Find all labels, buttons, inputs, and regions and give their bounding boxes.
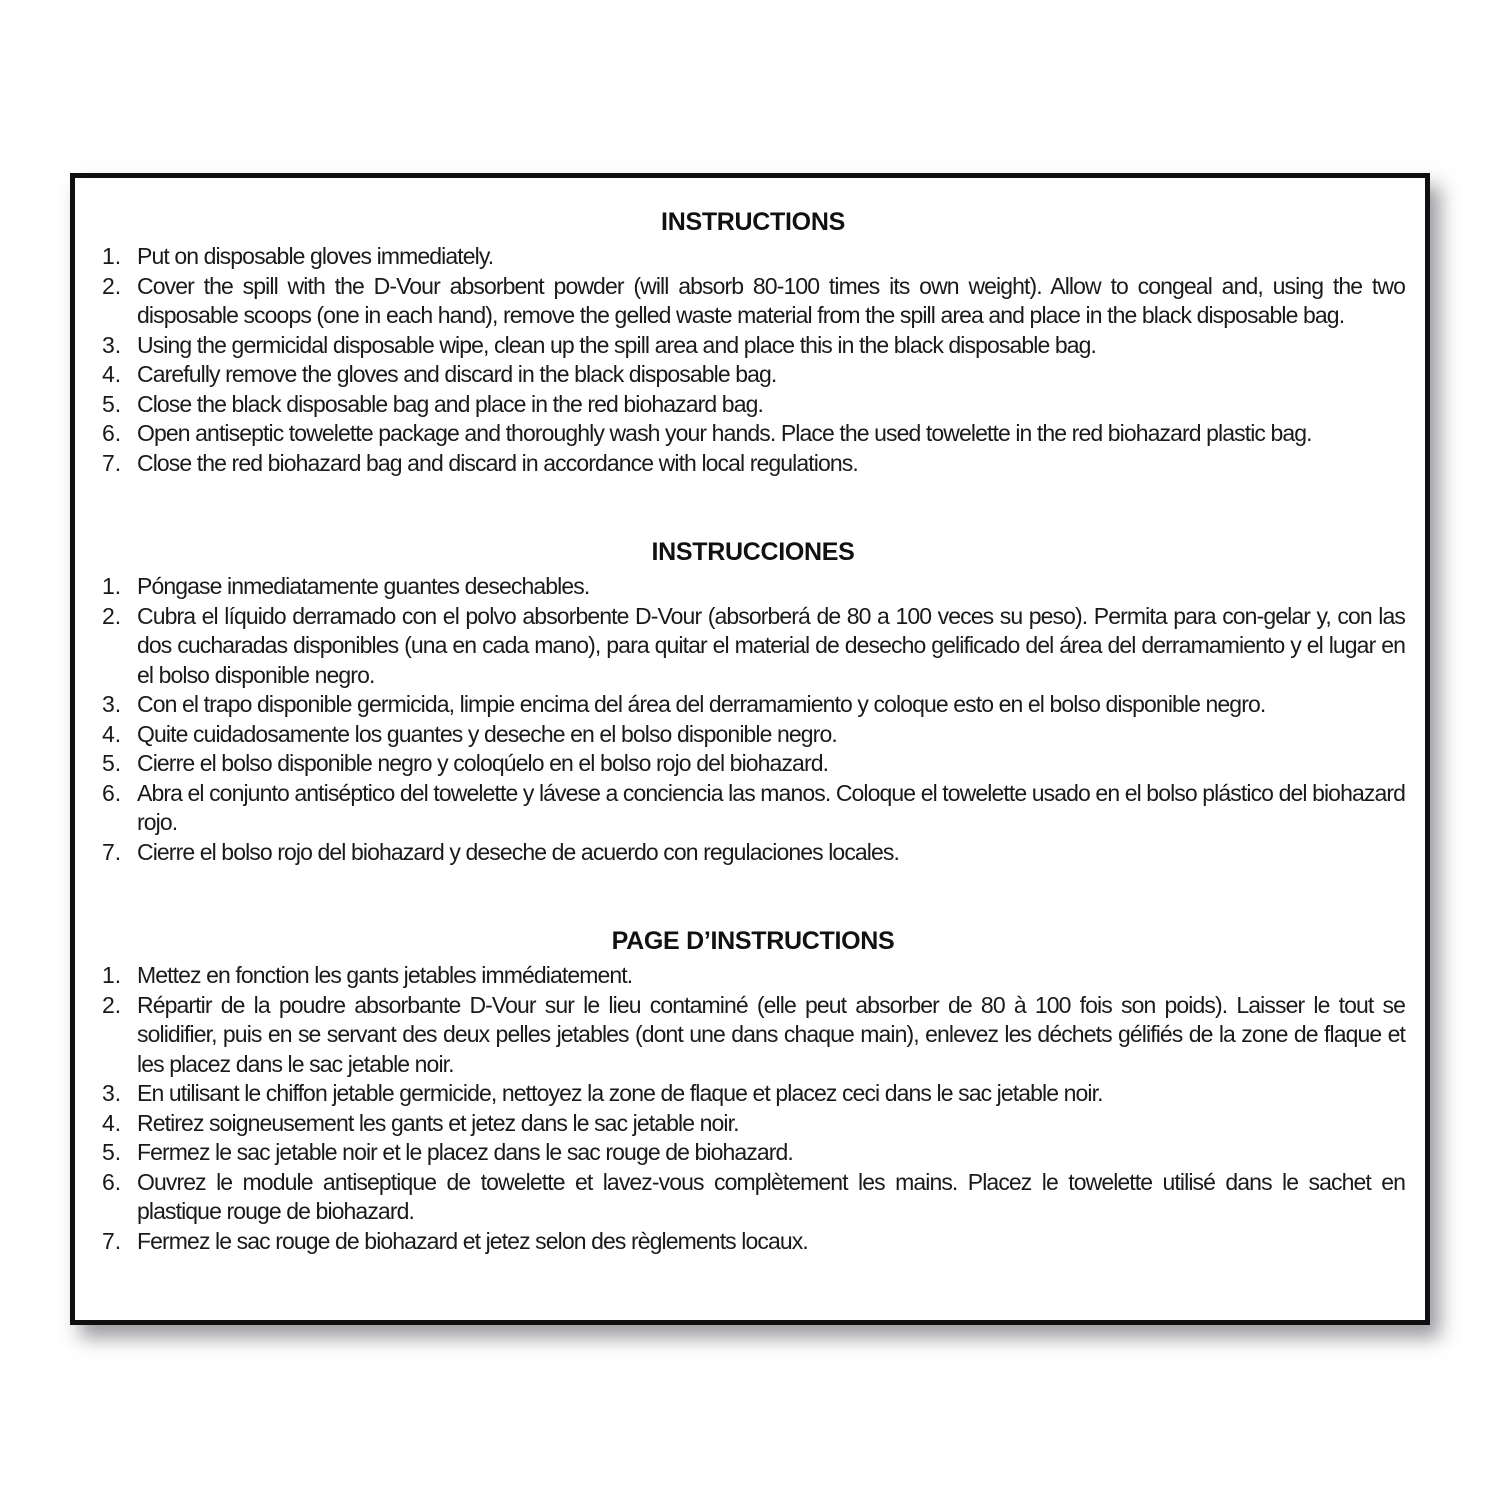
section-spanish — [101, 538, 1405, 867]
item-number: 3. — [102, 331, 122, 358]
instruction-item — [101, 690, 1405, 720]
item-number: 5. — [102, 390, 122, 417]
instruction-sheet — [70, 173, 1430, 1325]
item-text: Put on disposable gloves immediately. — [137, 243, 494, 269]
item-text: Cierre el bolso rojo del biohazard y deseche de acuerdo con regulaciones locales. — [137, 838, 899, 865]
item-number: 5. — [102, 750, 122, 776]
item-number: 4. — [102, 1109, 122, 1136]
section-english — [101, 208, 1405, 478]
item-number: 6. — [102, 779, 122, 806]
instruction-item — [101, 749, 1405, 779]
instruction-list-english — [101, 242, 1405, 478]
instruction-item — [101, 991, 1405, 1080]
item-text: Close the black disposable bag and place in the red biohazard bag. — [137, 390, 763, 417]
item-number: 4. — [102, 720, 122, 747]
item-number: 7. — [102, 449, 122, 476]
item-text: Cubra el líquido derramado con el polvo absorbente D-Vour (absorberá de 80 a 100 veces su peso). Permita para con-gelar y, con las dos cucharadas disponibles (una en cada mano), para quitar el material de desecho gelificado del área del derramamiento y el lugar en el bolso disponible negro. — [137, 602, 1405, 688]
item-text: Using the germicidal disposable wipe, clean up the spill area and place this in the black disposable bag. — [137, 331, 1097, 358]
instruction-item — [101, 390, 1405, 420]
item-number: 6. — [102, 420, 122, 446]
instruction-item — [101, 602, 1405, 691]
item-text: Ouvrez le module antiseptique de towelette et lavez-vous complètement les mains. Placez le towelette utilisé dans le sachet en plastique rouge de biohazard. — [137, 1168, 1405, 1224]
instruction-item — [101, 1168, 1405, 1227]
instruction-list-french — [101, 961, 1405, 1256]
instruction-item — [101, 1227, 1405, 1257]
instruction-item — [101, 961, 1405, 991]
item-text: Mettez en fonction les gants jetables immédiatement. — [137, 962, 633, 988]
item-text: Cierre el bolso disponible negro y coloqúelo en el bolso rojo del biohazard. — [137, 750, 829, 776]
item-number: 3. — [102, 691, 122, 717]
item-text: Fermez le sac rouge de biohazard et jetez selon des règlements locaux. — [137, 1227, 808, 1254]
instruction-item — [101, 779, 1405, 838]
instruction-item — [101, 838, 1405, 868]
item-number: 7. — [102, 1227, 122, 1254]
item-number: 3. — [102, 1080, 122, 1106]
instruction-item — [101, 720, 1405, 750]
instruction-item — [101, 449, 1405, 479]
item-number: 2. — [102, 272, 122, 299]
item-text: Cover the spill with the D-Vour absorbent powder (will absorb 80-100 times its own weight). Allow to congeal and, using the two disposable scoops (one in each hand), remove the gelled waste material from the spill area and place in the black disposable bag. — [137, 272, 1405, 328]
item-text: Open antiseptic towelette package and thoroughly wash your hands. Place the used towelette in the red biohazard plastic bag. — [137, 420, 1312, 446]
item-text: En utilisant le chiffon jetable germicide, nettoyez la zone de flaque et placez ceci dans le sac jetable noir. — [137, 1080, 1103, 1106]
instruction-item — [101, 572, 1405, 602]
item-number: 7. — [102, 838, 122, 865]
item-text: Carefully remove the gloves and discard in the black disposable bag. — [137, 361, 777, 387]
instruction-item — [101, 242, 1405, 272]
item-number: 1. — [102, 573, 122, 599]
item-text: Retirez soigneusement les gants et jetez dans le sac jetable noir. — [137, 1109, 739, 1136]
item-number: 4. — [102, 361, 122, 387]
item-text: Fermez le sac jetable noir et le placez dans le sac rouge de biohazard. — [137, 1139, 793, 1165]
instruction-item — [101, 1138, 1405, 1168]
instruction-item — [101, 331, 1405, 361]
instruction-item — [101, 419, 1405, 449]
item-text: Póngase inmediatamente guantes desechables. — [137, 573, 590, 599]
section-title-spanish: INSTRUCCIONES — [651, 538, 855, 566]
item-number: 1. — [102, 962, 122, 988]
instruction-item — [101, 272, 1405, 331]
instruction-item — [101, 360, 1405, 390]
item-text: Close the red biohazard bag and discard in accordance with local regulations. — [137, 449, 858, 476]
item-number: 2. — [102, 602, 122, 629]
instruction-list-spanish — [101, 572, 1405, 867]
item-text: Quite cuidadosamente los guantes y deseche en el bolso disponible negro. — [137, 720, 837, 747]
item-text: Abra el conjunto antiséptico del towelette y lávese a conciencia las manos. Coloque el towelette usado en el bolso plástico del biohazard rojo. — [137, 779, 1405, 835]
item-number: 2. — [102, 991, 122, 1018]
instruction-item — [101, 1079, 1405, 1109]
item-number: 5. — [102, 1139, 122, 1165]
section-title-english: INSTRUCTIONS — [661, 208, 845, 236]
section-title-french: PAGE D’INSTRUCTIONS — [611, 927, 895, 955]
item-text: Répartir de la poudre absorbante D-Vour sur le lieu contaminé (elle peut absorber de 80 à 100 fois son poids). Laisser le tout se solidifier, puis en se servant des deux pelles jetables (dont une dans chaque main), enlevez les déchets gélifiés de la zone de flaque et les placez dans le sac jetable noir. — [137, 991, 1405, 1077]
section-french — [101, 927, 1405, 1256]
item-number: 6. — [102, 1168, 122, 1195]
item-number: 1. — [102, 243, 122, 269]
item-text: Con el trapo disponible germicida, limpie encima del área del derramamiento y coloque esto en el bolso disponible negro. — [137, 691, 1266, 717]
instruction-item — [101, 1109, 1405, 1139]
